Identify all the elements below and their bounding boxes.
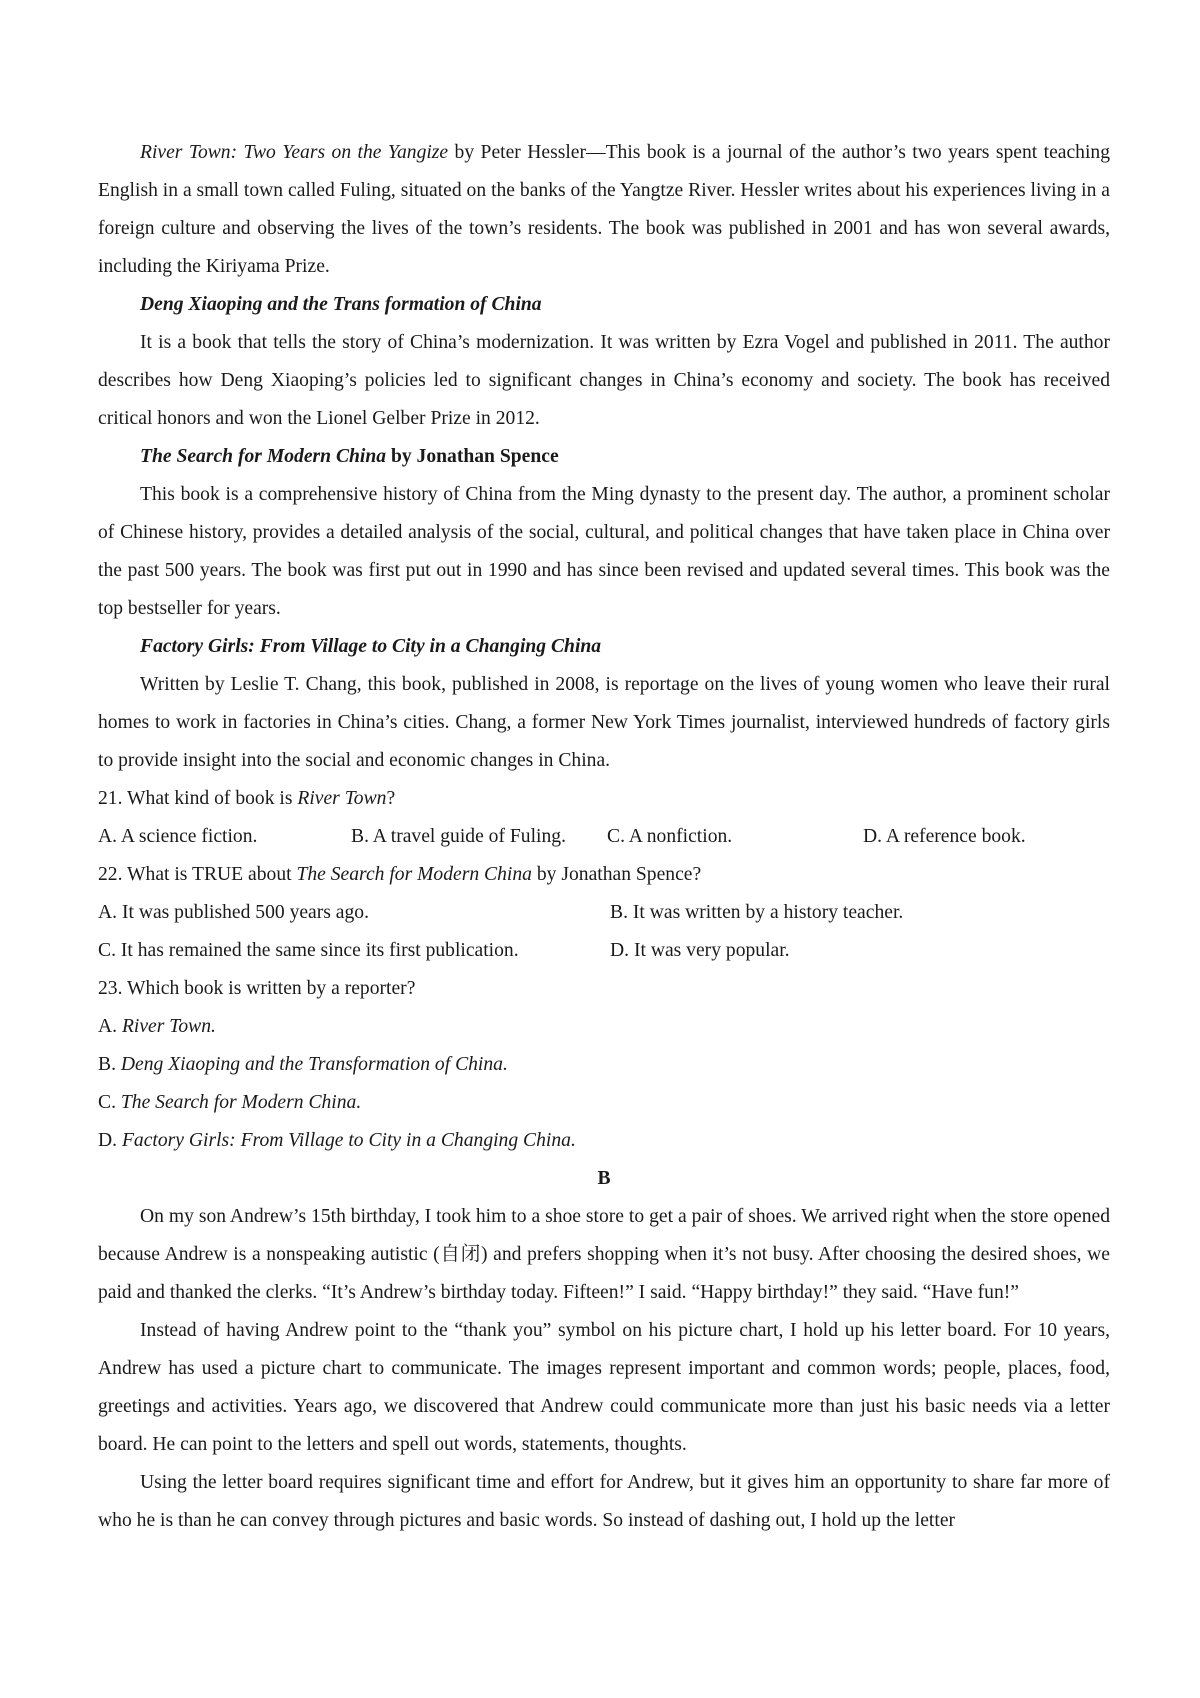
q22-option-d: D. It was very popular. (610, 940, 790, 961)
book1-paragraph (98, 134, 1110, 286)
q22-stem-text: 22. What is TRUE about (98, 864, 297, 885)
passage-b-paragraph-3: Using the letter board requires significant time and effort for Andrew, but it gives him an opportunity to share far more of who he is than he can convey through pictures and basic words. So instead of dashing out, I hold up the letter (98, 1472, 1110, 1531)
q23-option-d (98, 1122, 1110, 1160)
q21-option-c: C. A nonfiction. (607, 826, 733, 847)
book3-text: This book is a comprehensive history of China from the Ming dynasty to the present day. The author, a prominent scholar of Chinese history, provides a detailed analysis of the social, cultural, and political changes that have taken place in China over the past 500 years. The book was first put out in 1990 and has since been revised and updated several times. This book was the top bestseller for years. (98, 484, 1110, 619)
q22-options-row2 (98, 932, 1110, 970)
q23-option-a (98, 1008, 1110, 1046)
q23-option-c-letter: C. (98, 1092, 121, 1113)
document-page (98, 134, 1110, 1540)
book3-heading (98, 438, 1110, 476)
q23-option-a-letter: A. (98, 1016, 122, 1037)
q22-option-c: C. It has remained the same since its first publication. (98, 940, 519, 961)
passage-b-paragraph-1: On my son Andrew’s 15th birthday, I took him to a shoe store to get a pair of shoes. We arrived right when the store opened because Andrew is a nonspeaking autistic (自闭) and prefers shopping when it’s not busy. After choosing the desired shoes, we paid and thanked the clerks. “It’s Andrew’s birthday today. Fifteen!” I said. “Happy birthday!” they said. “Have fun!” (98, 1206, 1110, 1303)
book1-text: by Peter Hessler—This book is a journal of the author’s two years spent teaching English in a small town called Fuling, situated on the banks of the Yangtze River. Hessler writes about his experiences living in a foreign culture and observing the lives of the town’s residents. The book was published in 2001 and has won several awards, including the Kiriyama Prize. (98, 142, 1110, 277)
book2-text: It is a book that tells the story of China’s modernization. It was written by Ezra Vogel and published in 2011. The author describes how Deng Xiaoping’s policies led to significant changes in China’s economy and society. The book has received critical honors and won the Lionel Gelber Prize in 2012. (98, 332, 1110, 429)
q23-option-c (98, 1084, 1110, 1122)
passage-b-paragraph-2: Instead of having Andrew point to the “thank you” symbol on his picture chart, I hold up his letter board. For 10 years, Andrew has used a picture chart to communicate. The images represent important and common words; people, places, food, greetings and activities. Years ago, we discovered that Andrew could communicate more than just his basic needs via a letter board. He can point to the letters and spell out words, statements, thoughts. (98, 1320, 1110, 1455)
q22-stem (98, 856, 1110, 894)
q22-stem-end: by Jonathan Spence? (531, 864, 702, 885)
q21-option-a: A. A science fiction. (98, 826, 258, 847)
q22-option-a: A. It was published 500 years ago. (98, 902, 369, 923)
q21-stem-text: 21. What kind of book is (98, 788, 298, 809)
q21-option-d: D. A reference book. (863, 826, 1026, 847)
q21-stem (98, 780, 1110, 818)
book3-title: The Search for Modern China (140, 446, 387, 467)
q23-option-c-text: The Search for Modern China. (120, 1092, 362, 1113)
book2-title: Deng Xiaoping and the Trans formation of China (140, 294, 542, 315)
q23-option-d-letter: D. (98, 1130, 122, 1151)
q23-option-b-text: Deng Xiaoping and the Transformation of China. (120, 1054, 508, 1075)
q23-option-a-text: River Town. (121, 1016, 216, 1037)
q22-options-row1 (98, 894, 1110, 932)
q23-stem: 23. Which book is written by a reporter? (98, 978, 416, 999)
passage-b-label: B (597, 1168, 611, 1189)
q23-option-b (98, 1046, 1110, 1084)
q21-stem-italic: River Town (297, 788, 387, 809)
book4-title: Factory Girls: From Village to City in a Changing China (140, 636, 602, 657)
q21-options (98, 818, 1110, 856)
book3-byline: by Jonathan Spence (386, 446, 559, 467)
q21-stem-end: ? (386, 788, 396, 809)
q22-option-b: B. It was written by a history teacher. (610, 902, 904, 923)
q22-stem-italic: The Search for Modern China (296, 864, 532, 885)
q23-option-d-text: Factory Girls: From Village to City in a Changing China. (121, 1130, 576, 1151)
book4-text: Written by Leslie T. Chang, this book, published in 2008, is reportage on the lives of young women who leave their rural homes to work in factories in China’s cities. Chang, a former New York Times journalist, interviewed hundreds of factory girls to provide insight into the social and economic changes in China. (98, 674, 1110, 771)
q23-option-b-letter: B. (98, 1054, 121, 1075)
q21-option-b: B. A travel guide of Fuling. (351, 826, 566, 847)
book1-title: River Town: Two Years on the Yangize (140, 142, 449, 163)
